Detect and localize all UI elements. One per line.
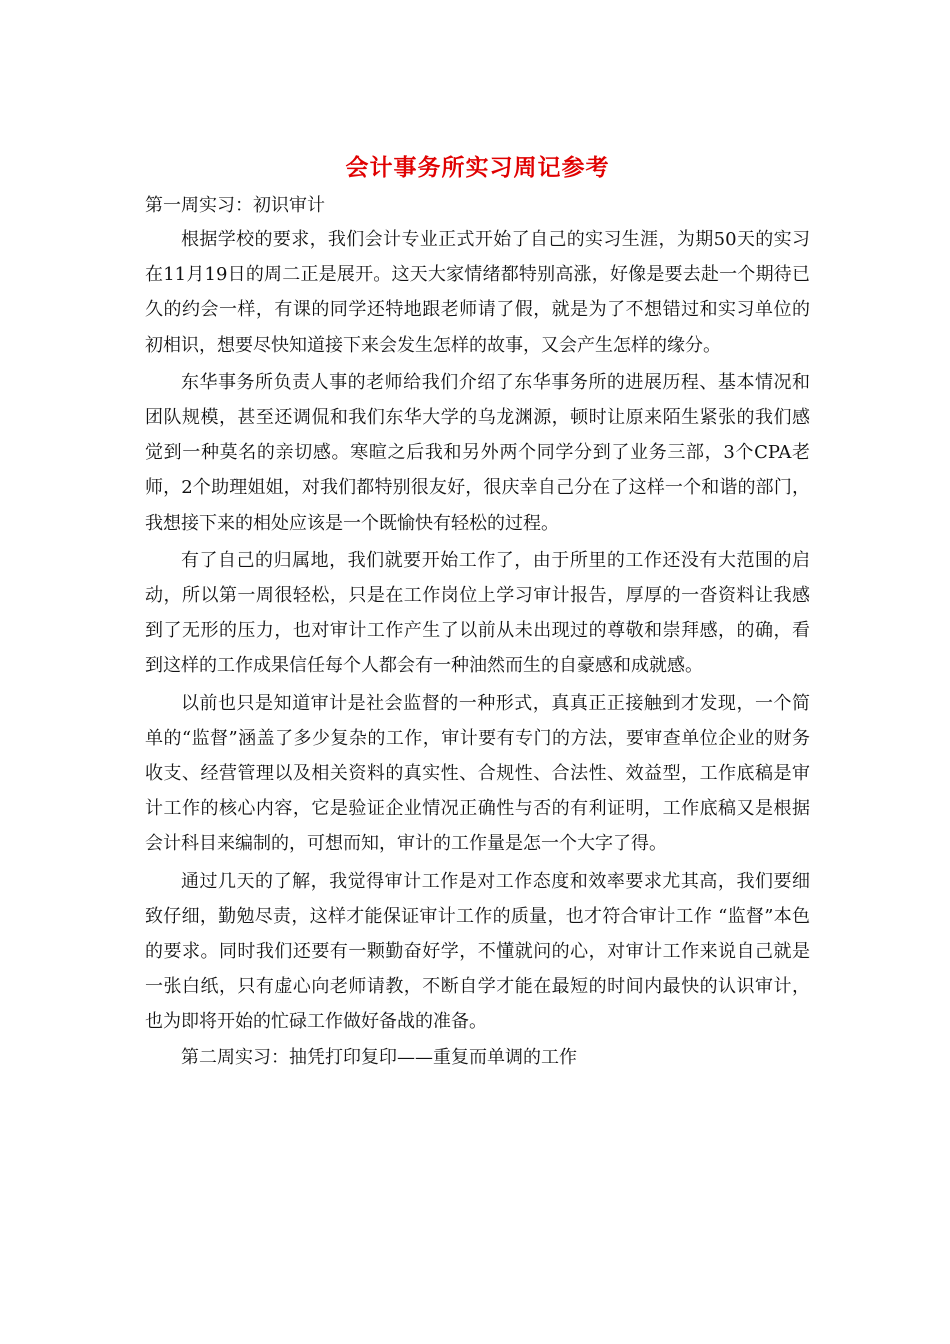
week1-heading: 第一周实习：初识审计 <box>145 195 325 216</box>
paragraph-5: 通过几天的了解，我觉得审计工作是对工作态度和效率要求尤其高，我们要细致仔细，勤勉尽责，这样才能保证审计工作的质量，也才符合审计工作 “监督”本色的要求。同时我们还要有一颗勤奋好学，不懂就问的心，对审计工作来说自己就是一张白纸，只有虚心向老师请教，不断自学才能在最短的时间内最快的认识审计，也为即将开始的忙碌工作做好备战的准备。 <box>145 870 810 1033</box>
week2-heading: 第二周实习：抽凭打印复印——重复而单调的工作 <box>181 1046 577 1068</box>
document-title: 会计事务所实习周记参考 <box>345 154 610 181</box>
paragraph-1: 根据学校的要求，我们会计专业正式开始了自己的实习生涯，为期50天的实习在11月19日的周二正是展开。这天大家情绪都特别高涨，好像是要去赴一个期待已久的约会一样，有课的同学还特地跟老师请了假，就是为了不想错过和实习单位的初相识，想要尽快知道接下来会发生怎样的故事，又会产生怎样的缘分。 <box>145 229 810 356</box>
paragraph-3: 有了自己的归属地，我们就要开始工作了，由于所里的工作还没有大范围的启动，所以第一周很轻松，只是在工作岗位上学习审计报告，厚厚的一沓资料让我感到了无形的压力，也对审计工作产生了以前从未出现过的尊敬和崇拜感，的确，看到这样的工作成果信任每个人都会有一种油然而生的自豪感和成就感。 <box>145 549 810 677</box>
document-page <box>145 150 810 1074</box>
paragraph-2: 东华事务所负责人事的老师给我们介绍了东华事务所的进展历程、基本情况和团队规模，甚至还调侃和我们东华大学的乌龙渊源，顿时让原来陌生紧张的我们感觉到一种莫名的亲切感。寒暄之后我和另外两个同学分到了业务三部，3个CPA老师，2个助理姐姐，对我们都特别很友好，很庆幸自己分在了这样一个和谐的部门，我想接下来的相处应该是一个既愉快有轻松的过程。 <box>145 371 810 534</box>
paragraph-4: 以前也只是知道审计是社会监督的一种形式，真真正正接触到才发现，一个简单的“监督”涵盖了多少复杂的工作，审计要有专门的方法，要审查单位企业的财务收支、经营管理以及相关资料的真实性、合规性、合法性、效益型，工作底稿是审计工作的核心内容，它是验证企业情况正确性与否的有利证明，工作底稿又是根据会计科目来编制的，可想而知，审计的工作量是怎一个大字了得。 <box>145 692 810 855</box>
